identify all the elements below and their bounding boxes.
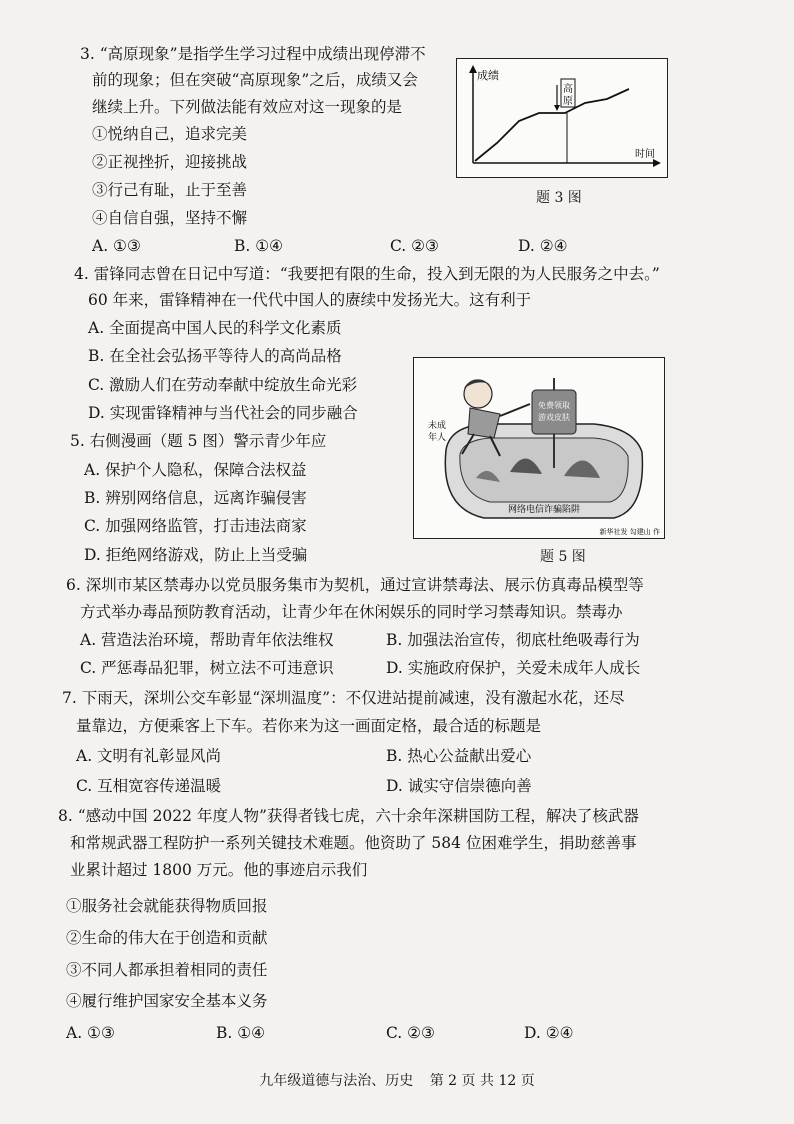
q8-option-d: D. ②④ <box>524 1024 574 1042</box>
q8-option-c: C. ②③ <box>386 1024 435 1042</box>
q5-option-d: D. 拒绝网络游戏，防止上当受骗 <box>84 546 308 564</box>
q3-option-a: A. ①③ <box>92 237 141 255</box>
svg-text:游戏皮肤: 游戏皮肤 <box>538 413 570 422</box>
q6-option-d: D. 实施政府保护，关爱未成年人成长 <box>386 659 641 677</box>
q8-stem-line-1: 8. “感动中国 2022 年度人物”获得者钱七虎，六十余年深耕国防工程，解决了核武器 <box>58 807 639 825</box>
q7-option-b: B. 热心公益献出爱心 <box>386 747 532 765</box>
q5-stem: 5. 右侧漫画（题 5 图）警示青少年应 <box>70 432 327 450</box>
plateau-label-1: 高 <box>563 84 573 95</box>
q6-stem-line-1: 6. 深圳市某区禁毒办以党员服务集市为契机，通过宣讲禁毒法、展示仿真毒品模型等 <box>66 576 644 594</box>
x-axis-label: 时间 <box>635 149 655 160</box>
q4-option-c: C. 激励人们在劳动奉献中绽放生命光彩 <box>88 376 358 394</box>
q8-item-1: ①服务社会就能获得物质回报 <box>66 897 268 915</box>
q5-option-a: A. 保护个人隐私，保障合法权益 <box>84 461 307 479</box>
free-skin-sign <box>532 390 576 434</box>
q5-figure <box>413 357 665 539</box>
footer-subject: 九年级道德与法治、历史 <box>259 1073 414 1089</box>
y-axis-label: 成绩 <box>477 69 499 82</box>
q7-option-d: D. 诚实守信崇德向善 <box>386 777 532 795</box>
svg-text:免费领取: 免费领取 <box>538 401 570 410</box>
q7-option-a: A. 文明有礼彰显风尚 <box>76 747 222 765</box>
q8-item-3: ③不同人都承担着相同的责任 <box>66 961 268 979</box>
q3-option-b: B. ①④ <box>234 237 284 255</box>
performance-curve <box>475 89 629 161</box>
q8-stem-line-2: 和常规武器工程防护一系列关键技术难题。他资助了 584 位困难学生，捐助慈善事 <box>70 834 637 852</box>
q3-item-2: ②正视挫折，迎接挑战 <box>92 153 248 171</box>
q6-option-a: A. 营造法治环境，帮助青年依法维权 <box>80 631 334 649</box>
q4-option-d: D. 实现雷锋精神与当代社会的同步融合 <box>88 404 358 422</box>
page-footer <box>0 1070 794 1090</box>
q7-option-c: C. 互相宽容传递温暖 <box>76 777 222 795</box>
q3-stem-line-2: 前的现象；但在突破“高原现象”之后，成绩又会 <box>92 71 418 89</box>
q5-figure-caption: 题 5 图 <box>540 549 586 565</box>
trap-label: 网络电信诈骗陷阱 <box>507 505 581 515</box>
q8-item-2: ②生命的伟大在于创造和贡献 <box>66 929 268 947</box>
q6-option-c: C. 严惩毒品犯罪，树立法不可违意识 <box>80 659 334 677</box>
q3-item-3: ③行己有耻，止于至善 <box>92 181 248 199</box>
q3-item-1: ①悦纳自己，追求完美 <box>92 125 248 143</box>
q3-stem-line-3: 继续上升。下列做法能有效应对这一现象的是 <box>92 98 403 116</box>
q3-item-4: ④自信自强，坚持不懈 <box>92 209 248 227</box>
q8-item-4: ④履行维护国家安全基本义务 <box>66 992 268 1010</box>
q6-stem-line-2: 方式举办毒品预防教育活动，让青少年在休闲娱乐的同时学习禁毒知识。禁毒办 <box>80 603 623 621</box>
q8-stem-line-3: 业累计超过 1800 万元。他的事迹启示我们 <box>70 861 368 879</box>
q3-stem-line-1: 3. “高原现象”是指学生学习过程中成绩出现停滞不 <box>80 45 426 63</box>
q3-figure-caption: 题 3 图 <box>536 190 582 206</box>
cartoon-credit: 新华社发 勾建山 作 <box>599 528 660 536</box>
svg-text:未成: 未成 <box>428 421 447 431</box>
plateau-graph <box>457 59 667 177</box>
q6-option-b: B. 加强法治宣传，彻底杜绝吸毒行为 <box>386 631 640 649</box>
q4-stem-line-1: 4. 雷锋同志曾在日记中写道：“我要把有限的生命，投入到无限的为人民服务之中去。” <box>74 265 660 283</box>
q3-option-c: C. ②③ <box>390 237 439 255</box>
q3-option-d: D. ②④ <box>518 237 568 255</box>
q7-stem-line-2: 量靠边，方便乘客上下车。若你来为这一画面定格，最合适的标题是 <box>76 717 542 735</box>
q3-figure <box>456 58 668 178</box>
q8-option-a: A. ①③ <box>66 1024 115 1042</box>
footer-page-number: 第 2 页 共 12 页 <box>429 1073 535 1089</box>
q5-option-c: C. 加强网络监管，打击违法商家 <box>84 517 307 535</box>
fraud-cartoon <box>414 358 664 538</box>
q7-stem-line-1: 7. 下雨天，深圳公交车彰显“深圳温度”：不仅进站提前减速，没有激起水花，还尽 <box>62 689 625 707</box>
q8-option-b: B. ①④ <box>216 1024 266 1042</box>
q4-option-a: A. 全面提高中国人民的科学文化素质 <box>88 319 342 337</box>
q4-stem-line-2: 60 年来，雷锋精神在一代代中国人的赓续中发扬光大。这有利于 <box>88 291 532 309</box>
q4-option-b: B. 在全社会弘扬平等待人的高尚品格 <box>88 347 342 365</box>
q5-option-b: B. 辨别网络信息，远离诈骗侵害 <box>84 489 307 507</box>
svg-text:年人: 年人 <box>428 433 447 443</box>
plateau-label-2: 原 <box>563 96 573 107</box>
